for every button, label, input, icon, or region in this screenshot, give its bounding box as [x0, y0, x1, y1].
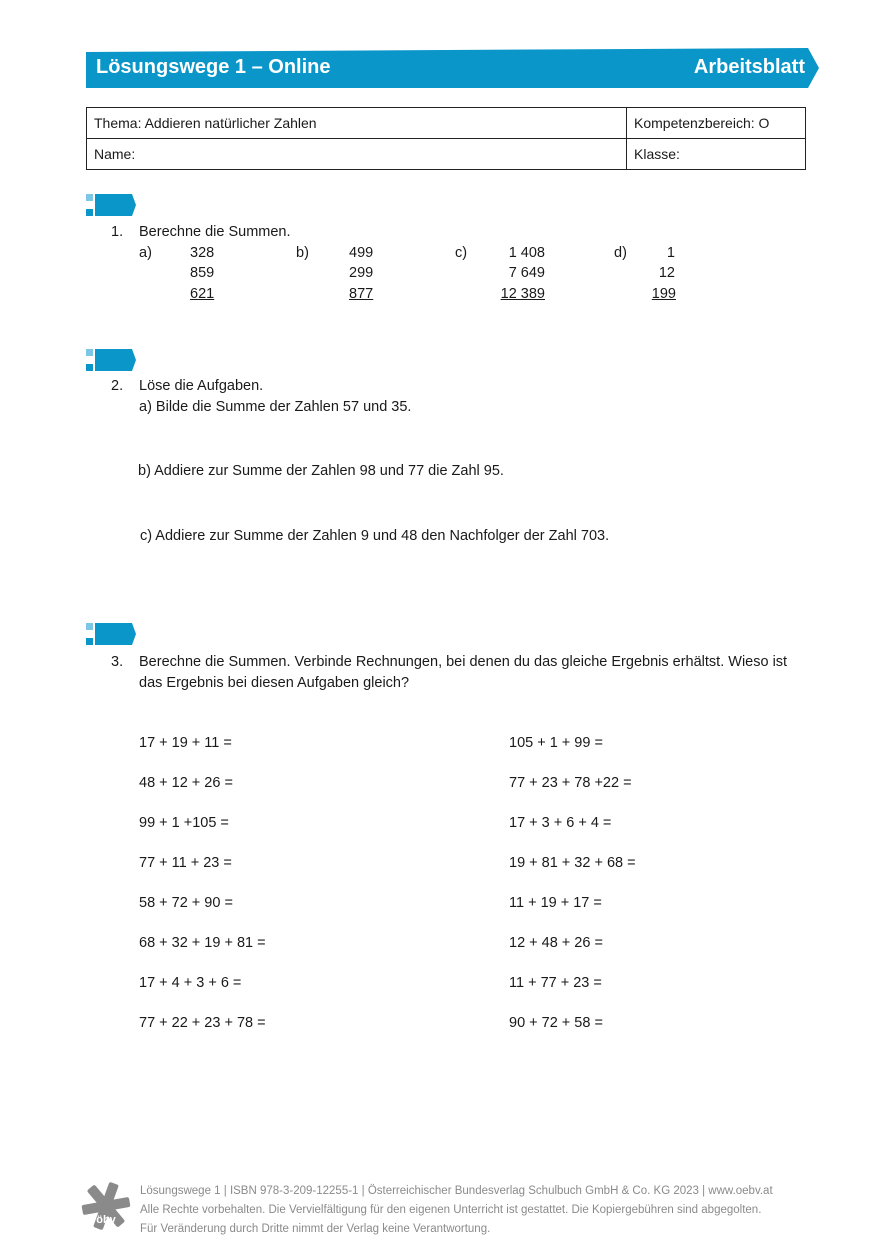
class-cell[interactable]: Klasse: [627, 139, 806, 170]
task3-right-expression: 17 + 3 + 6 + 4 = [509, 815, 612, 831]
task1-value: 859 [190, 265, 215, 281]
task3-left-expression: 17 + 19 + 11 = [139, 735, 232, 751]
task3-left-expression: 77 + 22 + 23 + 78 = [139, 1015, 266, 1031]
info-row [87, 139, 806, 170]
task3-number: 3. [111, 654, 124, 670]
task1-value: 299 [349, 265, 374, 281]
header-banner [86, 48, 819, 88]
task1-value: 328 [190, 245, 215, 261]
task1-value: 877 [349, 286, 374, 302]
task3-right-expression: 90 + 72 + 58 = [509, 1015, 603, 1031]
task3-left-expression: 58 + 72 + 90 = [139, 895, 233, 911]
task3-left-expression: 17 + 4 + 3 + 6 = [139, 975, 242, 991]
footer-line: Für Veränderung durch Dritte nimmt der Verlag keine Verantwortung. [140, 1223, 491, 1235]
task-marker-icon [86, 194, 136, 216]
task1-value: 499 [349, 245, 374, 261]
logo-text: öbv [96, 1214, 116, 1226]
task3-right-expression: 12 + 48 + 26 = [509, 935, 603, 951]
task1-value: 621 [190, 286, 215, 302]
task1-label-c: c) [455, 245, 468, 261]
task1-label-a: a) [139, 245, 152, 261]
task3-left-expression: 68 + 32 + 19 + 81 = [139, 935, 266, 951]
task2-part-c: c) Addiere zur Summe der Zahlen 9 und 48 den Nachfolger der Zahl 703. [140, 528, 610, 544]
task1-value: 12 [658, 265, 675, 281]
task3-left-expression: 77 + 11 + 23 = [139, 855, 232, 871]
worksheet-label: Arbeitsblatt [693, 56, 805, 78]
task-marker-icon [86, 349, 136, 371]
task3-right-expression: 11 + 77 + 23 = [509, 975, 602, 991]
name-cell[interactable]: Name: [87, 139, 627, 170]
task3-right-expression: 105 + 1 + 99 = [509, 735, 603, 751]
topic-cell: Thema: Addieren natürlicher Zahlen [87, 108, 627, 139]
task3-left-expression: 99 + 1 +105 = [139, 815, 229, 831]
task3-instruction-line1: Berechne die Summen. Verbinde Rechnungen, bei denen du das gleiche Ergebnis erhältst. Wieso ist [139, 654, 788, 670]
task1-label-d: d) [614, 245, 627, 261]
task3-instruction-line2: das Ergebnis bei diesen Aufgaben gleich? [139, 675, 410, 691]
competence-cell: Kompetenzbereich: O [627, 108, 806, 139]
page-title: Lösungswege 1 – Online [96, 56, 331, 78]
task1-number: 1. [111, 224, 124, 240]
task1-value: 199 [651, 286, 676, 302]
task2-part-a: a) Bilde die Summe der Zahlen 57 und 35. [139, 399, 412, 415]
task2-number: 2. [111, 378, 124, 394]
task3-right-expression: 19 + 81 + 32 + 68 = [509, 855, 636, 871]
task2-instruction: Löse die Aufgaben. [139, 378, 264, 394]
task3-left-expression: 48 + 12 + 26 = [139, 775, 233, 791]
task3-right-expression: 11 + 19 + 17 = [509, 895, 602, 911]
task-marker-icon [86, 623, 136, 645]
info-table [86, 107, 806, 170]
task1-instruction: Berechne die Summen. [139, 224, 291, 240]
task1-value: 1 408 [508, 245, 545, 261]
task2-part-b: b) Addiere zur Summe der Zahlen 98 und 77 die Zahl 95. [138, 463, 504, 479]
task3-right-expression: 77 + 23 + 78 +22 = [509, 775, 632, 791]
task1-value: 12 389 [500, 286, 545, 302]
info-row [87, 108, 806, 139]
task1-value: 1 [666, 245, 675, 261]
footer-text [140, 1182, 773, 1239]
oebv-logo-icon [80, 1180, 132, 1232]
task1-value: 7 649 [508, 265, 545, 281]
footer-line: Alle Rechte vorbehalten. Die Vervielfältigung für den eigenen Unterricht ist gestattet. Die Kopiergebühren sind abgegolten. [140, 1204, 762, 1216]
footer-line: Lösungswege 1 | ISBN 978-3-209-12255-1 | Österreichischer Bundesverlag Schulbuch GmbH & Co. KG 2023 | www.oebv.at [140, 1185, 773, 1197]
task1-label-b: b) [296, 245, 309, 261]
